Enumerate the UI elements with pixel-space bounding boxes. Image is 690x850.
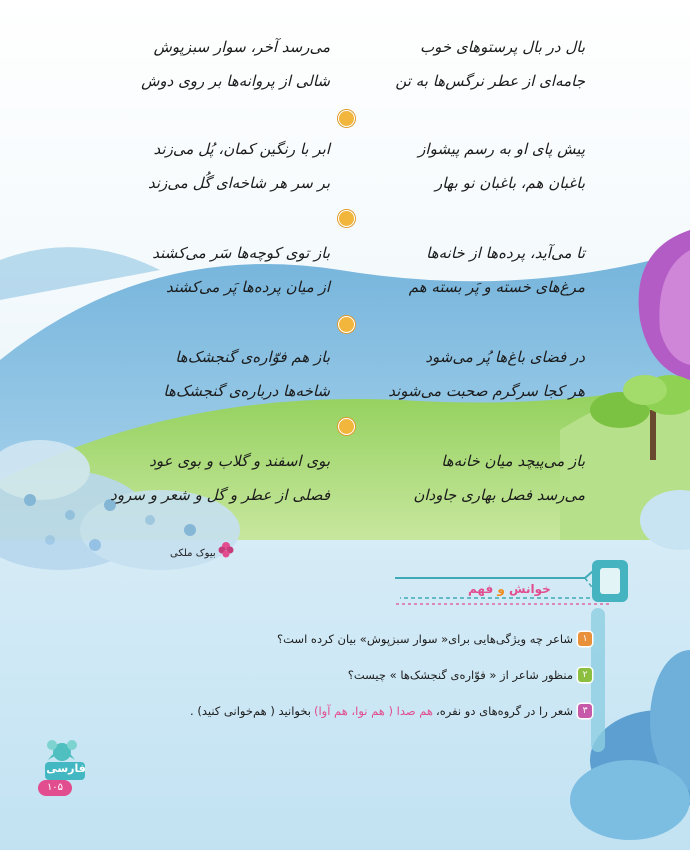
poem-line: هر کجا سرگرم صحبت می‌شوند [388, 382, 585, 400]
poem-line: باز می‌پیچد میان خانه‌ها [441, 452, 585, 470]
question-text: شعر را در گروه‌های دو نفره، [436, 704, 573, 718]
question-text: بخوانید ( هم‌خوانی کنید) . [190, 704, 311, 718]
poem-line: باغبان هم، باغبان نو بهار [434, 174, 585, 192]
poem-line: فصلی از عطر و گل و شعر و سرود [110, 486, 330, 504]
poem-line: در فضای باغ‌ها پُر می‌شود [425, 348, 585, 366]
question-highlight: هم صدا ( هم نوا، هم آوا) [313, 704, 434, 718]
question-item [190, 704, 592, 718]
poem-line: جامه‌ای از عطر نرگس‌ها به تن [395, 72, 585, 90]
stanza-separator-icon [338, 418, 355, 435]
poem-line: از میان پرده‌ها پَر می‌کشند [165, 278, 330, 296]
poem-line: بوی اسفند و گلاب و بوی عود [149, 452, 330, 470]
question-item [348, 668, 592, 682]
poem-line: می‌رسد فصل بهاری جاودان [413, 486, 585, 504]
poem-line: باز هم فوّاره‌ی گنجشک‌ها [175, 348, 330, 366]
book-logo-text: فارسی [46, 762, 86, 775]
poem-line: تا می‌آید، پرده‌ها از خانه‌ها [426, 244, 585, 262]
question-text: شاعر چه ویژگی‌هایی برای« سوار سبزپوش» بیان کرده است؟ [277, 632, 573, 646]
page-number: ۱۰۵ [38, 780, 72, 796]
question-text: منظور شاعر از « فوّاره‌ی گنجشک‌ها » چیست؟ [347, 668, 573, 682]
poem-line: مرغ‌های خسته و پَر بسته هم [408, 278, 585, 296]
section-title-part: و [497, 582, 505, 596]
poem-author: بیوک ملکی [170, 548, 216, 559]
poem-line: بال در بال پرستوهای خوب [420, 38, 585, 56]
author-flower-icon [218, 540, 234, 560]
stanza-separator-icon [338, 210, 355, 227]
poem-line: شالی از پروانه‌ها بر روی دوش [141, 72, 330, 90]
poem-line: بر سر هر شاخه‌ای گُل می‌زند [147, 174, 330, 192]
question-number-badge: ۱ [578, 632, 592, 646]
question-number-badge: ۲ [578, 668, 592, 682]
section-title-part: فهم [468, 582, 494, 596]
section-title-part: خوانش [509, 582, 551, 596]
poem-line: می‌رسد آخر، سوار سبزپوش [153, 38, 330, 56]
poem-line: شاخه‌ها درباره‌ی گنجشک‌ها [163, 382, 330, 400]
poem-line: باز توی کوچه‌ها سَر می‌کشند [152, 244, 330, 262]
question-item [277, 632, 592, 646]
poem-line: ابر با رنگین کمان، پُل می‌زند [153, 140, 330, 158]
section-title [468, 582, 551, 596]
poem-line: پیش پای او به رسم پیشواز [418, 140, 585, 158]
stanza-separator-icon [338, 110, 355, 127]
stanza-separator-icon [338, 316, 355, 333]
question-number-badge: ۳ [578, 704, 592, 718]
